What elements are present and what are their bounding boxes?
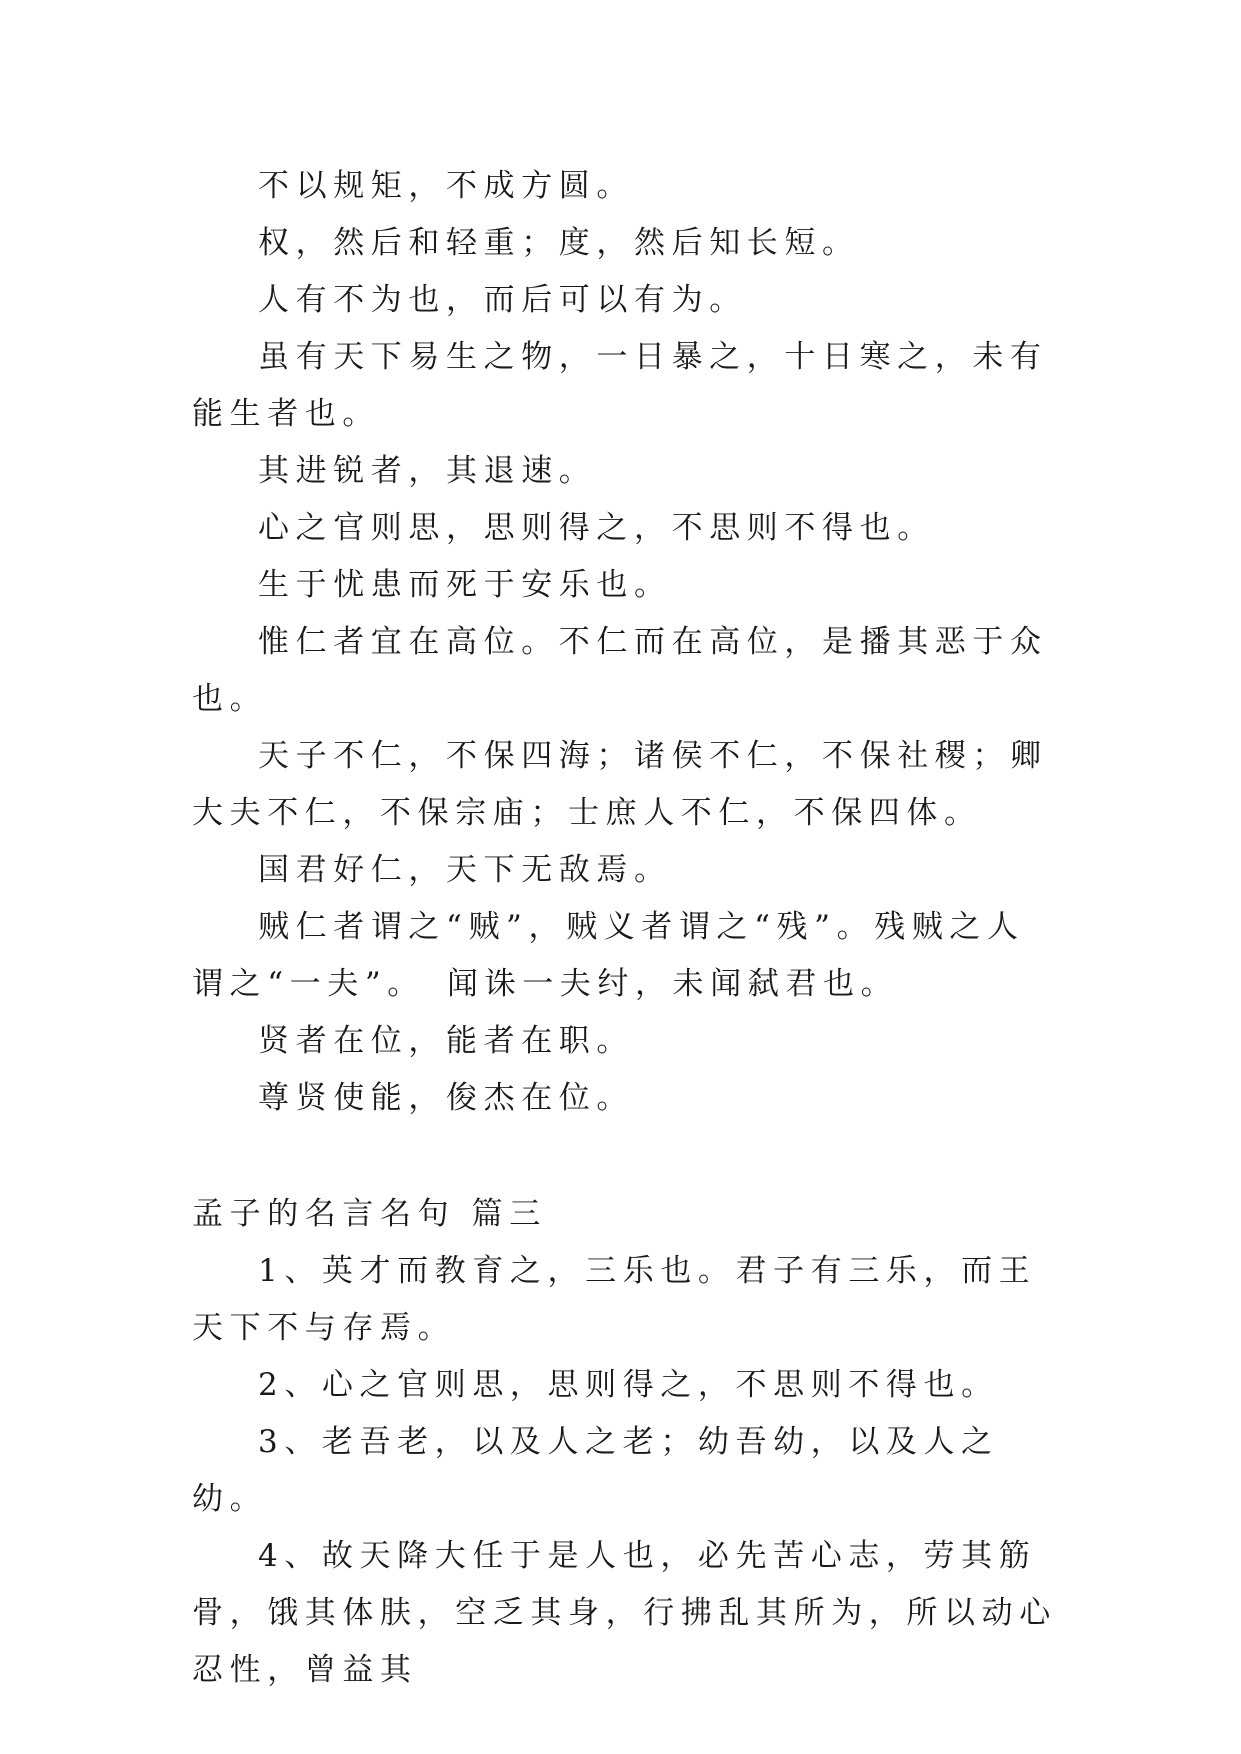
paragraph: 虽有天下易生之物，一日暴之，十日寒之，未有能生者也。 <box>192 339 1048 432</box>
document-body <box>192 158 1062 1699</box>
section-heading: 孟子的名言名句 篇三 <box>192 1196 547 1232</box>
paragraph: 贤者在位，能者在职。 <box>258 1023 634 1059</box>
paragraph: 权，然后和轻重；度，然后知长短。 <box>258 225 860 261</box>
paragraph: 生于忧患而死于安乐也。 <box>258 567 672 603</box>
paragraph: 其进锐者，其退速。 <box>258 453 597 489</box>
numbered-paragraph: 2、心之官则思，思则得之，不思则不得也。 <box>258 1367 999 1403</box>
paragraph: 惟仁者宜在高位。不仁而在高位，是播其恶于众也。 <box>192 624 1048 717</box>
paragraph: 人有不为也，而后可以有为。 <box>258 282 747 318</box>
paragraph: 国君好仁，天下无敌焉。 <box>258 852 672 888</box>
numbered-paragraph: 4、故天降大任于是人也，必先苦心志，劳其筋骨，饿其体肤，空乏其身，行拂乱其所为，所以动心忍性，曾益其 <box>192 1538 1057 1688</box>
paragraph: 天子不仁，不保四海；诸侯不仁，不保社稷；卿大夫不仁，不保宗庙；士庶人不仁，不保四体。 <box>192 738 1048 831</box>
paragraph: 心之官则思，思则得之，不思则不得也。 <box>258 510 935 546</box>
numbered-paragraph: 1、英才而教育之，三乐也。君子有三乐，而王天下不与存焉。 <box>192 1253 1037 1346</box>
paragraph: 贼仁者谓之“贼”，贼义者谓之“残”。残贼之人谓之“一夫”。 闻诛一夫纣，未闻弑君也。 <box>192 909 1025 1002</box>
paragraph: 不以规矩，不成方圆。 <box>258 168 634 204</box>
paragraph: 尊贤使能，俊杰在位。 <box>258 1080 634 1116</box>
numbered-paragraph: 3、老吾老，以及人之老；幼吾幼，以及人之幼。 <box>192 1424 999 1517</box>
